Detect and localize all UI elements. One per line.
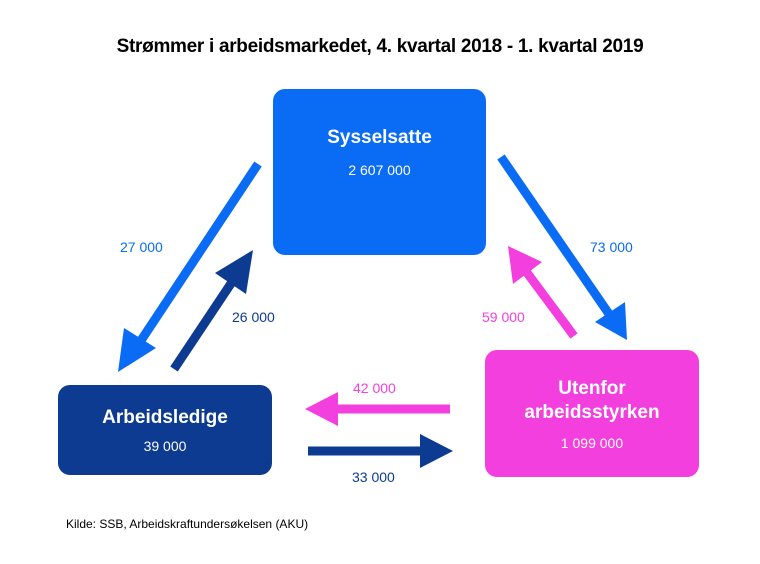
label-outside-to-unemployed: 42 000 (353, 380, 396, 396)
node-employed-value: 2 607 000 (348, 162, 411, 178)
label-unemployed-to-employed: 26 000 (232, 309, 275, 325)
label-unemployed-to-outside: 33 000 (352, 469, 395, 485)
node-unemployed-name: Arbeidsledige (102, 407, 228, 428)
node-outside-name: Utenfor arbeidsstyrken (524, 377, 660, 423)
label-employed-to-outside: 73 000 (590, 239, 633, 255)
node-outside (485, 350, 699, 477)
node-unemployed (58, 385, 272, 475)
source-note: Kilde: SSB, Arbeidskraftundersøkelsen (AKU) (66, 517, 309, 531)
node-employed-name: Sysselsatte (327, 127, 432, 148)
node-outside-value: 1 099 000 (560, 434, 624, 451)
arrow-outside-to-unemployed (305, 392, 450, 426)
chart-title: Strømmer i arbeidsmarkedet, 4. kvartal 2018 - 1. kvartal 2019 (116, 36, 644, 57)
label-outside-to-employed: 59 000 (482, 309, 525, 325)
node-unemployed-value: 39 000 (143, 438, 187, 454)
node-employed (273, 89, 486, 255)
arrow-unemployed-to-outside (308, 434, 453, 468)
label-employed-to-unemployed: 27 000 (120, 239, 163, 255)
